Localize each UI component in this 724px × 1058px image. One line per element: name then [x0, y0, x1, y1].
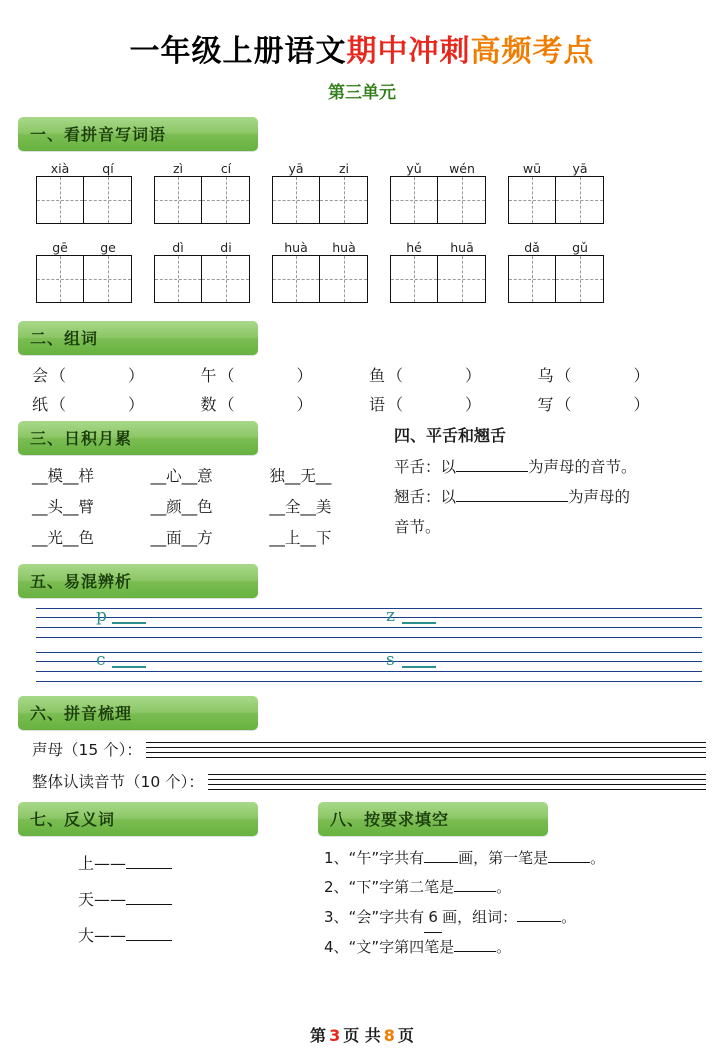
- curled-tongue-line-2: 音节。: [394, 518, 441, 537]
- grid-cell[interactable]: [202, 255, 250, 303]
- idiom-item[interactable]: __心__意: [150, 467, 213, 485]
- rule-line: [208, 784, 706, 785]
- flat-tongue-line: [394, 452, 704, 482]
- pinyin-labels-4: [390, 161, 486, 176]
- staff-letter-s: s: [386, 650, 395, 670]
- fill-item-1-mid: 画，第一笔是: [458, 849, 549, 867]
- antonym-item[interactable]: [78, 918, 318, 954]
- rule-line: [146, 742, 706, 743]
- zuci-item[interactable]: [201, 392, 370, 415]
- worksheet-page: [0, 34, 724, 1058]
- antonym-blank[interactable]: [126, 904, 172, 905]
- section-7-column: [18, 802, 318, 962]
- shengmu-label: 声母（15 个）：: [32, 741, 142, 759]
- fill-item-3[interactable]: [324, 903, 706, 933]
- staff-line: [36, 661, 702, 662]
- section-7-header: 七、反义词: [18, 802, 258, 836]
- section-8-header: 八、按要求填空: [318, 802, 548, 836]
- section-1-header: 一、看拼音写词语: [18, 117, 258, 151]
- pinyin-group-3: [272, 161, 368, 224]
- grid-cell[interactable]: [84, 176, 132, 224]
- curled-tongue-tail: 为声母的: [568, 488, 631, 507]
- write-grid[interactable]: [272, 176, 368, 224]
- fill-item-4-post: 。: [496, 937, 512, 956]
- grid-cell[interactable]: [36, 255, 84, 303]
- shengmu-row: [32, 738, 706, 760]
- paren-left: （: [555, 395, 572, 414]
- paren-right: ）: [465, 395, 482, 414]
- pinyin-label: ge: [100, 240, 116, 255]
- pinyin-labels-2: [154, 161, 250, 176]
- pinyin-row-1: [18, 161, 706, 224]
- zuci-row-2: [32, 392, 706, 415]
- idiom-item[interactable]: __上__下: [269, 529, 332, 547]
- fill-item-3-post: 画，组词：: [442, 907, 518, 926]
- staff-row-1[interactable]: [36, 608, 702, 638]
- pinyin-label: yā: [572, 161, 588, 176]
- rule-line: [146, 752, 706, 753]
- paren-left: （: [387, 366, 404, 385]
- section-5-header: 五、易混辨析: [18, 564, 258, 598]
- paren-right: ）: [128, 366, 145, 385]
- staff-line: [36, 681, 702, 682]
- pinyin-group-4: [390, 161, 486, 224]
- zuci-char: 语: [369, 395, 386, 414]
- staff-dash: [402, 622, 436, 624]
- write-grid[interactable]: [508, 255, 604, 303]
- zhengti-row: [32, 770, 706, 792]
- paren-left: （: [218, 395, 235, 414]
- write-grid[interactable]: [390, 176, 486, 224]
- grid-cell[interactable]: [556, 255, 604, 303]
- pinyin-label: gē: [52, 240, 68, 255]
- pinyin-label: wén: [449, 161, 475, 176]
- fill-blank[interactable]: [454, 951, 496, 952]
- grid-cell[interactable]: [390, 255, 438, 303]
- grid-cell[interactable]: [438, 176, 486, 224]
- pinyin-label: di: [220, 240, 232, 255]
- staff-line: [36, 671, 702, 672]
- paren-right: ）: [633, 366, 650, 385]
- pinyin-label: yǔ: [406, 161, 422, 176]
- pinyin-label: xià: [50, 161, 70, 176]
- section-6-header-wrap: [18, 696, 706, 730]
- sections-3-4-wrap: [18, 421, 706, 554]
- write-grid[interactable]: [390, 255, 486, 303]
- staff-line: [36, 652, 702, 653]
- pinyin-group-1: [36, 161, 132, 224]
- page-subtitle: 第三单元: [328, 83, 396, 103]
- pinyin-summary-block: [18, 738, 706, 792]
- rule-line: [208, 789, 706, 790]
- fill-item-2-pre: 2、“下”字第二笔是: [324, 878, 455, 897]
- paren-left: （: [218, 366, 235, 385]
- section-7-header-wrap: [18, 802, 318, 836]
- write-grid[interactable]: [272, 255, 368, 303]
- zuci-char: 纸: [32, 395, 49, 414]
- pinyin-labels-7: [154, 240, 250, 255]
- paren-right: ）: [296, 395, 313, 414]
- pinyin-label: hé: [406, 240, 422, 255]
- pinyin-group-9: [390, 240, 486, 303]
- pinyin-label: zì: [172, 161, 184, 176]
- pinyin-label: huā: [450, 240, 474, 255]
- section-2-header-wrap: [18, 321, 706, 355]
- pinyin-group-2: [154, 161, 250, 224]
- fill-item-2-post: 。: [496, 878, 512, 897]
- staff-letter-c: c: [96, 650, 106, 670]
- fill-item-4[interactable]: [324, 933, 706, 962]
- staff-letter-p: p: [96, 606, 107, 626]
- grid-cell[interactable]: [320, 176, 368, 224]
- idiom-item[interactable]: 独__无__: [269, 467, 332, 485]
- zuci-item[interactable]: [369, 363, 538, 386]
- grid-cell[interactable]: [508, 255, 556, 303]
- word-formation-block: [18, 363, 706, 415]
- idiom-item[interactable]: __头__臂: [32, 498, 95, 516]
- pinyin-labels-6: [36, 240, 132, 255]
- write-grid[interactable]: [36, 255, 132, 303]
- pinyin-label: zi: [338, 161, 350, 176]
- antonym-item[interactable]: [78, 882, 318, 918]
- fill-item-4-pre: 4、“文”字第四笔是: [324, 937, 455, 956]
- pinyin-label: huà: [284, 240, 308, 255]
- section-4-column: [388, 421, 704, 554]
- footer-total-pages: 8: [383, 1026, 395, 1045]
- grid-cell[interactable]: [36, 176, 84, 224]
- pinyin-labels-9: [390, 240, 486, 255]
- pinyin-group-7: [154, 240, 250, 303]
- write-grid[interactable]: [36, 176, 132, 224]
- sections-7-8-wrap: [18, 802, 706, 962]
- section-1-header-wrap: [18, 117, 706, 151]
- section-3-column: [18, 421, 388, 554]
- pinyin-labels-5: [508, 161, 604, 176]
- zuci-char: 鱼: [369, 366, 386, 385]
- idiom-item[interactable]: __全__美: [269, 498, 332, 516]
- zuci-item[interactable]: [201, 363, 370, 386]
- fill-blank[interactable]: [517, 921, 561, 922]
- write-grid[interactable]: [154, 255, 250, 303]
- curled-tongue-label: 翘舌：以: [394, 488, 457, 507]
- footer-mid: 页 共: [343, 1026, 381, 1045]
- section-2-header: 二、组词: [18, 321, 258, 355]
- pinyin-group-5: [508, 161, 604, 224]
- fill-item-3-tail: 。: [561, 907, 577, 926]
- antonym-blank[interactable]: [126, 940, 172, 941]
- grid-cell[interactable]: [438, 255, 486, 303]
- antonym-prompt: 上——: [78, 854, 127, 873]
- idiom-item[interactable]: __颜__色: [150, 498, 213, 516]
- antonym-prompt: 天——: [78, 890, 127, 909]
- zuci-row-1: [32, 363, 706, 386]
- staff-line: [36, 617, 702, 618]
- idiom-item[interactable]: __光__色: [32, 529, 95, 547]
- pinyin-group-8: [272, 240, 368, 303]
- fill-in-block: [318, 844, 706, 962]
- zuci-char: 午: [200, 366, 217, 385]
- rule-line: [208, 779, 706, 780]
- paren-right: ）: [296, 366, 313, 385]
- grid-cell[interactable]: [320, 255, 368, 303]
- zuci-item[interactable]: [369, 392, 538, 415]
- staff-dash: [112, 622, 146, 624]
- pinyin-label: dǎ: [524, 240, 540, 255]
- zhengti-label: 整体认读音节（10 个）：: [32, 773, 204, 791]
- pinyin-label: wū: [522, 161, 542, 176]
- fill-blank[interactable]: [424, 862, 458, 863]
- zuci-item[interactable]: [32, 392, 201, 415]
- fill-item-1-pre: 1、“午”字共有: [324, 849, 425, 867]
- flat-tongue-blank[interactable]: [456, 471, 528, 472]
- fill-blank[interactable]: [548, 862, 590, 863]
- flat-tongue-tail: 为声母的音节。: [528, 458, 637, 476]
- pinyin-label: cí: [220, 161, 232, 176]
- zuci-item[interactable]: [538, 392, 707, 415]
- footer-pre: 第: [310, 1026, 327, 1045]
- footer-page-number: 3: [329, 1026, 341, 1045]
- zuci-char: 写: [537, 395, 554, 414]
- curled-tongue-line: [394, 482, 704, 512]
- antonym-blank[interactable]: [126, 868, 172, 869]
- fill-blank[interactable]: [454, 891, 496, 892]
- idiom-row: [32, 461, 388, 492]
- idiom-fill-block: [18, 461, 388, 554]
- paren-left: （: [387, 395, 404, 414]
- antonym-prompt: 大——: [78, 926, 127, 945]
- shengmu-answer-lines[interactable]: [146, 740, 706, 758]
- paren-left: （: [50, 395, 67, 414]
- grid-cell[interactable]: [272, 176, 320, 224]
- staff-line: [36, 608, 702, 609]
- staff-line: [36, 637, 702, 638]
- pinyin-writing-block: [18, 161, 706, 303]
- antonym-item[interactable]: [78, 846, 318, 882]
- flat-tongue-label: 平舌：以: [394, 458, 457, 476]
- staff-dash: [112, 666, 146, 668]
- zuci-item[interactable]: [32, 363, 201, 386]
- pinyin-labels-3: [272, 161, 368, 176]
- paren-left: （: [50, 366, 67, 385]
- pinyin-row-2: [18, 240, 706, 303]
- pinyin-group-6: [36, 240, 132, 303]
- four-line-staff-block: [18, 608, 706, 682]
- staff-dash: [402, 666, 436, 668]
- rule-line: [146, 747, 706, 748]
- pinyin-label: yā: [288, 161, 304, 176]
- pinyin-label: gǔ: [572, 240, 588, 255]
- title-part-2: 期中冲刺: [346, 34, 471, 69]
- fill-item-1-post: 。: [590, 849, 606, 867]
- idiom-row: [32, 523, 388, 554]
- pinyin-label: dì: [172, 240, 184, 255]
- zuci-item[interactable]: [538, 363, 707, 386]
- paren-right: ）: [633, 395, 650, 414]
- rule-line: [146, 757, 706, 758]
- pinyin-labels-1: [36, 161, 132, 176]
- section-3-header: 三、日积月累: [18, 421, 258, 455]
- pinyin-group-10: [508, 240, 604, 303]
- fill-item-1[interactable]: [324, 844, 706, 873]
- grid-cell[interactable]: [154, 176, 202, 224]
- grid-cell[interactable]: [556, 176, 604, 224]
- section-8-column: [318, 802, 706, 962]
- zuci-char: 数: [200, 395, 217, 414]
- paren-right: ）: [128, 395, 145, 414]
- page-footer: [0, 1023, 724, 1046]
- section-5-header-wrap: [18, 564, 706, 598]
- fill-item-3-pre: 3、“会”字共有: [324, 907, 425, 926]
- paren-right: ）: [465, 366, 482, 385]
- pinyin-labels-8: [272, 240, 368, 255]
- section-4-header: 四、平舌和翘舌: [394, 426, 507, 445]
- grid-cell[interactable]: [202, 176, 250, 224]
- fill-answer-value: 6: [424, 903, 442, 933]
- grid-cell[interactable]: [154, 255, 202, 303]
- curled-tongue-blank[interactable]: [456, 501, 568, 502]
- page-title: [18, 34, 706, 70]
- section-4-body: [388, 452, 704, 543]
- staff-row-2[interactable]: [36, 652, 702, 682]
- write-grid[interactable]: [508, 176, 604, 224]
- rule-line: [208, 774, 706, 775]
- grid-cell[interactable]: [272, 255, 320, 303]
- grid-cell[interactable]: [84, 255, 132, 303]
- grid-cell[interactable]: [508, 176, 556, 224]
- zuci-char: 会: [32, 366, 49, 385]
- title-part-3: 高频考点: [470, 34, 595, 69]
- section-8-header-wrap: [318, 802, 706, 836]
- staff-letter-z: z: [386, 606, 395, 626]
- idiom-item[interactable]: __模__样: [32, 467, 95, 485]
- fill-item-2[interactable]: [324, 873, 706, 902]
- zhengti-answer-lines[interactable]: [208, 772, 706, 790]
- title-part-1: 一年级上册语文: [129, 34, 347, 69]
- pinyin-label: qí: [102, 161, 114, 176]
- pinyin-label: huà: [332, 240, 356, 255]
- pinyin-labels-10: [508, 240, 604, 255]
- section-6-header: 六、拼音梳理: [18, 696, 258, 730]
- idiom-item[interactable]: __面__方: [150, 529, 213, 547]
- section-3-header-wrap: [18, 421, 388, 455]
- grid-cell[interactable]: [390, 176, 438, 224]
- idiom-row: [32, 492, 388, 523]
- staff-line: [36, 627, 702, 628]
- write-grid[interactable]: [154, 176, 250, 224]
- paren-left: （: [555, 366, 572, 385]
- footer-post: 页: [397, 1026, 414, 1045]
- antonym-block: [18, 846, 318, 954]
- zuci-char: 乌: [537, 366, 554, 385]
